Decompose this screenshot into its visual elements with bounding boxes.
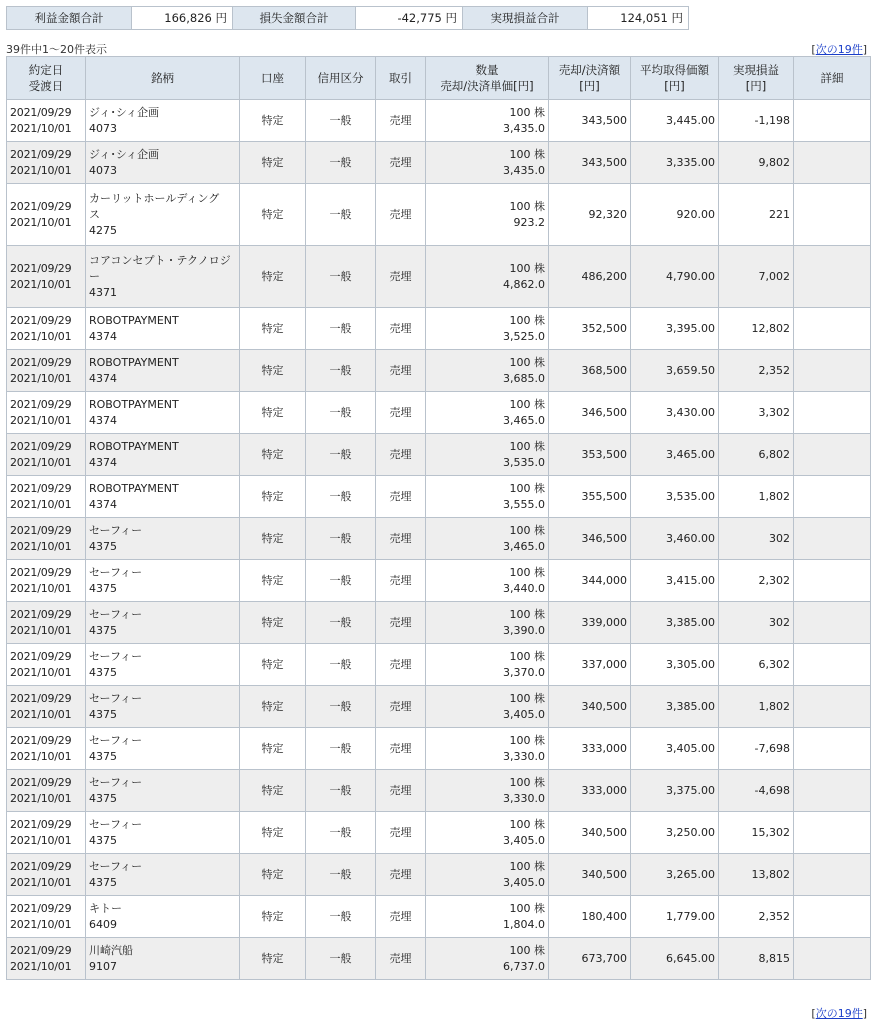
quantity-price: 100 株 1,804.0 — [426, 896, 549, 938]
realized-pl: 9,802 — [719, 142, 794, 184]
account-type: 特定 — [240, 142, 306, 184]
quantity-price: 100 株 3,370.0 — [426, 644, 549, 686]
table-header-row — [7, 57, 871, 100]
security-name: キトー 6409 — [86, 896, 240, 938]
detail-cell — [794, 686, 871, 728]
table-row — [7, 100, 871, 142]
trade-dates: 2021/09/29 2021/10/01 — [7, 246, 86, 308]
settlement-amount: 353,500 — [549, 434, 631, 476]
trade-type: 売埋 — [376, 812, 426, 854]
trade-type: 売埋 — [376, 518, 426, 560]
account-type: 特定 — [240, 854, 306, 896]
settlement-amount: 343,500 — [549, 142, 631, 184]
average-cost: 6,645.00 — [631, 938, 719, 980]
quantity-price: 100 株 3,405.0 — [426, 686, 549, 728]
profit-total-value: 166,826 円 — [132, 7, 233, 30]
account-type: 特定 — [240, 308, 306, 350]
detail-cell — [794, 812, 871, 854]
trade-type: 売埋 — [376, 100, 426, 142]
average-cost: 3,445.00 — [631, 100, 719, 142]
table-row — [7, 812, 871, 854]
pager-bottom: [次の19件] — [811, 1007, 867, 1020]
detail-cell — [794, 434, 871, 476]
quantity-price: 100 株 3,435.0 — [426, 100, 549, 142]
trade-dates: 2021/09/29 2021/10/01 — [7, 518, 86, 560]
margin-type: 一般 — [306, 686, 376, 728]
realized-pl: -1,198 — [719, 100, 794, 142]
account-type: 特定 — [240, 812, 306, 854]
pager-top: [次の19件] — [811, 43, 867, 56]
average-cost: 3,659.50 — [631, 350, 719, 392]
trade-dates: 2021/09/29 2021/10/01 — [7, 392, 86, 434]
account-type: 特定 — [240, 476, 306, 518]
settlement-amount: 346,500 — [549, 518, 631, 560]
detail-cell — [794, 938, 871, 980]
quantity-price: 100 株 6,737.0 — [426, 938, 549, 980]
detail-cell — [794, 518, 871, 560]
header-account: 口座 — [240, 57, 306, 100]
trade-dates: 2021/09/29 2021/10/01 — [7, 602, 86, 644]
margin-type: 一般 — [306, 938, 376, 980]
trade-type: 売埋 — [376, 770, 426, 812]
net-total-label: 実現損益合計 — [463, 7, 588, 30]
margin-type: 一般 — [306, 518, 376, 560]
detail-cell — [794, 392, 871, 434]
quantity-price: 100 株 3,555.0 — [426, 476, 549, 518]
table-row — [7, 518, 871, 560]
header-dates: 約定日 受渡日 — [7, 57, 86, 100]
detail-cell — [794, 644, 871, 686]
average-cost: 3,385.00 — [631, 602, 719, 644]
detail-cell — [794, 350, 871, 392]
security-name: セーフィー 4375 — [86, 560, 240, 602]
trade-dates: 2021/09/29 2021/10/01 — [7, 100, 86, 142]
detail-cell — [794, 728, 871, 770]
table-row — [7, 728, 871, 770]
realized-pl: 1,802 — [719, 476, 794, 518]
table-row — [7, 308, 871, 350]
loss-total-value: -42,775 円 — [356, 7, 463, 30]
settlement-amount: 333,000 — [549, 770, 631, 812]
trade-dates: 2021/09/29 2021/10/01 — [7, 896, 86, 938]
trade-dates: 2021/09/29 2021/10/01 — [7, 854, 86, 896]
margin-type: 一般 — [306, 434, 376, 476]
detail-cell — [794, 560, 871, 602]
realized-pl: 221 — [719, 184, 794, 246]
security-name: 川崎汽船 9107 — [86, 938, 240, 980]
trade-dates: 2021/09/29 2021/10/01 — [7, 184, 86, 246]
average-cost: 3,395.00 — [631, 308, 719, 350]
settlement-amount: 92,320 — [549, 184, 631, 246]
realized-pl: 15,302 — [719, 812, 794, 854]
realized-pl: 6,302 — [719, 644, 794, 686]
account-type: 特定 — [240, 602, 306, 644]
margin-type: 一般 — [306, 896, 376, 938]
trade-dates: 2021/09/29 2021/10/01 — [7, 686, 86, 728]
average-cost: 3,430.00 — [631, 392, 719, 434]
trade-type: 売埋 — [376, 434, 426, 476]
security-name: セーフィー 4375 — [86, 686, 240, 728]
margin-type: 一般 — [306, 246, 376, 308]
profit-total-label: 利益金額合計 — [7, 7, 132, 30]
settlement-amount: 355,500 — [549, 476, 631, 518]
table-row — [7, 560, 871, 602]
detail-cell — [794, 184, 871, 246]
security-name: セーフィー 4375 — [86, 770, 240, 812]
quantity-price: 100 株 3,330.0 — [426, 770, 549, 812]
detail-cell — [794, 854, 871, 896]
account-type: 特定 — [240, 246, 306, 308]
settlement-amount: 340,500 — [549, 686, 631, 728]
table-row — [7, 246, 871, 308]
settlement-amount: 346,500 — [549, 392, 631, 434]
trade-type: 売埋 — [376, 350, 426, 392]
account-type: 特定 — [240, 728, 306, 770]
detail-cell — [794, 770, 871, 812]
average-cost: 3,385.00 — [631, 686, 719, 728]
quantity-price: 100 株 3,465.0 — [426, 518, 549, 560]
security-name: セーフィー 4375 — [86, 854, 240, 896]
settlement-amount: 337,000 — [549, 644, 631, 686]
table-row — [7, 392, 871, 434]
trade-dates: 2021/09/29 2021/10/01 — [7, 434, 86, 476]
settlement-amount: 673,700 — [549, 938, 631, 980]
trade-history-table — [6, 56, 871, 980]
settlement-amount: 340,500 — [549, 854, 631, 896]
account-type: 特定 — [240, 392, 306, 434]
security-name: ジィ･シィ企画 4073 — [86, 100, 240, 142]
average-cost: 3,335.00 — [631, 142, 719, 184]
average-cost: 3,375.00 — [631, 770, 719, 812]
table-row — [7, 770, 871, 812]
detail-cell — [794, 896, 871, 938]
account-type: 特定 — [240, 896, 306, 938]
account-type: 特定 — [240, 100, 306, 142]
average-cost: 3,265.00 — [631, 854, 719, 896]
loss-total-label: 損失金額合計 — [233, 7, 356, 30]
quantity-price: 100 株 3,405.0 — [426, 854, 549, 896]
header-pl: 実現損益 [円] — [719, 57, 794, 100]
account-type: 特定 — [240, 434, 306, 476]
realized-pl: 2,352 — [719, 350, 794, 392]
trade-type: 売埋 — [376, 142, 426, 184]
table-row — [7, 896, 871, 938]
account-type: 特定 — [240, 686, 306, 728]
header-amount: 売却/決済額 [円] — [549, 57, 631, 100]
table-row — [7, 142, 871, 184]
account-type: 特定 — [240, 560, 306, 602]
settlement-amount: 344,000 — [549, 560, 631, 602]
quantity-price: 100 株 3,535.0 — [426, 434, 549, 476]
quantity-price: 100 株 3,440.0 — [426, 560, 549, 602]
security-name: セーフィー 4375 — [86, 728, 240, 770]
realized-pl: 1,802 — [719, 686, 794, 728]
average-cost: 1,779.00 — [631, 896, 719, 938]
trade-type: 売埋 — [376, 686, 426, 728]
security-name: ROBOTPAYMENT 4374 — [86, 350, 240, 392]
account-type: 特定 — [240, 938, 306, 980]
table-row — [7, 602, 871, 644]
margin-type: 一般 — [306, 560, 376, 602]
realized-pl: 8,815 — [719, 938, 794, 980]
trade-type: 売埋 — [376, 476, 426, 518]
margin-type: 一般 — [306, 142, 376, 184]
security-name: ROBOTPAYMENT 4374 — [86, 392, 240, 434]
trade-type: 売埋 — [376, 896, 426, 938]
trade-dates: 2021/09/29 2021/10/01 — [7, 476, 86, 518]
margin-type: 一般 — [306, 308, 376, 350]
average-cost: 4,790.00 — [631, 246, 719, 308]
average-cost: 3,405.00 — [631, 728, 719, 770]
quantity-price: 100 株 4,862.0 — [426, 246, 549, 308]
realized-pl: 302 — [719, 602, 794, 644]
quantity-price: 100 株 3,465.0 — [426, 392, 549, 434]
detail-cell — [794, 100, 871, 142]
table-row — [7, 854, 871, 896]
detail-cell — [794, 602, 871, 644]
realized-pl: -4,698 — [719, 770, 794, 812]
security-name: セーフィー 4375 — [86, 518, 240, 560]
realized-pl: 2,302 — [719, 560, 794, 602]
average-cost: 3,465.00 — [631, 434, 719, 476]
average-cost: 920.00 — [631, 184, 719, 246]
net-total-value: 124,051 円 — [588, 7, 689, 30]
result-count: 39件中1～20件表示 — [6, 43, 107, 56]
settlement-amount: 368,500 — [549, 350, 631, 392]
realized-pl: 12,802 — [719, 308, 794, 350]
trade-dates: 2021/09/29 2021/10/01 — [7, 308, 86, 350]
header-avg: 平均取得価額 [円] — [631, 57, 719, 100]
trade-type: 売埋 — [376, 644, 426, 686]
security-name: ROBOTPAYMENT 4374 — [86, 434, 240, 476]
quantity-price: 100 株 3,405.0 — [426, 812, 549, 854]
table-row — [7, 644, 871, 686]
realized-pl: -7,698 — [719, 728, 794, 770]
realized-pl: 302 — [719, 518, 794, 560]
realized-pl: 7,002 — [719, 246, 794, 308]
trade-type: 売埋 — [376, 728, 426, 770]
security-name: ROBOTPAYMENT 4374 — [86, 308, 240, 350]
account-type: 特定 — [240, 350, 306, 392]
trade-dates: 2021/09/29 2021/10/01 — [7, 812, 86, 854]
account-type: 特定 — [240, 184, 306, 246]
settlement-amount: 333,000 — [549, 728, 631, 770]
security-name: ジィ･シィ企画 4073 — [86, 142, 240, 184]
margin-type: 一般 — [306, 728, 376, 770]
security-name: ROBOTPAYMENT 4374 — [86, 476, 240, 518]
header-qty: 数量 売却/決済単価[円] — [426, 57, 549, 100]
margin-type: 一般 — [306, 476, 376, 518]
security-name: セーフィー 4375 — [86, 602, 240, 644]
trade-type: 売埋 — [376, 602, 426, 644]
account-type: 特定 — [240, 518, 306, 560]
trade-type: 売埋 — [376, 308, 426, 350]
settlement-amount: 486,200 — [549, 246, 631, 308]
margin-type: 一般 — [306, 854, 376, 896]
trade-dates: 2021/09/29 2021/10/01 — [7, 644, 86, 686]
average-cost: 3,460.00 — [631, 518, 719, 560]
next-page-link-bottom[interactable]: 次の19件 — [815, 1007, 863, 1020]
account-type: 特定 — [240, 770, 306, 812]
realized-pl: 3,302 — [719, 392, 794, 434]
settlement-amount: 343,500 — [549, 100, 631, 142]
margin-type: 一般 — [306, 350, 376, 392]
margin-type: 一般 — [306, 392, 376, 434]
quantity-price: 100 株 3,390.0 — [426, 602, 549, 644]
detail-cell — [794, 142, 871, 184]
quantity-price: 100 株 3,435.0 — [426, 142, 549, 184]
realized-pl: 6,802 — [719, 434, 794, 476]
settlement-amount: 352,500 — [549, 308, 631, 350]
realized-pl: 2,352 — [719, 896, 794, 938]
margin-type: 一般 — [306, 644, 376, 686]
trade-dates: 2021/09/29 2021/10/01 — [7, 350, 86, 392]
margin-type: 一般 — [306, 100, 376, 142]
detail-cell — [794, 246, 871, 308]
trade-dates: 2021/09/29 2021/10/01 — [7, 142, 86, 184]
security-name: セーフィー 4375 — [86, 644, 240, 686]
trade-type: 売埋 — [376, 392, 426, 434]
security-name: コアコンセプト・テクノロジ ー 4371 — [86, 246, 240, 308]
table-row — [7, 184, 871, 246]
detail-cell — [794, 476, 871, 518]
table-row — [7, 938, 871, 980]
table-row — [7, 476, 871, 518]
security-name: カーリットホールディング ス 4275 — [86, 184, 240, 246]
settlement-amount: 180,400 — [549, 896, 631, 938]
trade-type: 売埋 — [376, 854, 426, 896]
header-margin: 信用区分 — [306, 57, 376, 100]
trade-type: 売埋 — [376, 184, 426, 246]
quantity-price: 100 株 3,330.0 — [426, 728, 549, 770]
summary-table — [6, 6, 689, 30]
settlement-amount: 340,500 — [549, 812, 631, 854]
quantity-price: 100 株 3,525.0 — [426, 308, 549, 350]
margin-type: 一般 — [306, 602, 376, 644]
trade-dates: 2021/09/29 2021/10/01 — [7, 728, 86, 770]
security-name: セーフィー 4375 — [86, 812, 240, 854]
table-row — [7, 350, 871, 392]
trade-dates: 2021/09/29 2021/10/01 — [7, 770, 86, 812]
trade-dates: 2021/09/29 2021/10/01 — [7, 938, 86, 980]
detail-cell — [794, 308, 871, 350]
settlement-amount: 339,000 — [549, 602, 631, 644]
header-trade: 取引 — [376, 57, 426, 100]
account-type: 特定 — [240, 644, 306, 686]
average-cost: 3,415.00 — [631, 560, 719, 602]
trade-type: 売埋 — [376, 246, 426, 308]
quantity-price: 100 株 923.2 — [426, 184, 549, 246]
trade-dates: 2021/09/29 2021/10/01 — [7, 560, 86, 602]
header-name: 銘柄 — [86, 57, 240, 100]
trade-type: 売埋 — [376, 938, 426, 980]
margin-type: 一般 — [306, 184, 376, 246]
trade-type: 売埋 — [376, 560, 426, 602]
margin-type: 一般 — [306, 812, 376, 854]
average-cost: 3,305.00 — [631, 644, 719, 686]
table-row — [7, 434, 871, 476]
average-cost: 3,535.00 — [631, 476, 719, 518]
header-detail: 詳細 — [794, 57, 871, 100]
next-page-link[interactable]: 次の19件 — [815, 43, 863, 56]
table-row — [7, 686, 871, 728]
average-cost: 3,250.00 — [631, 812, 719, 854]
quantity-price: 100 株 3,685.0 — [426, 350, 549, 392]
margin-type: 一般 — [306, 770, 376, 812]
realized-pl: 13,802 — [719, 854, 794, 896]
